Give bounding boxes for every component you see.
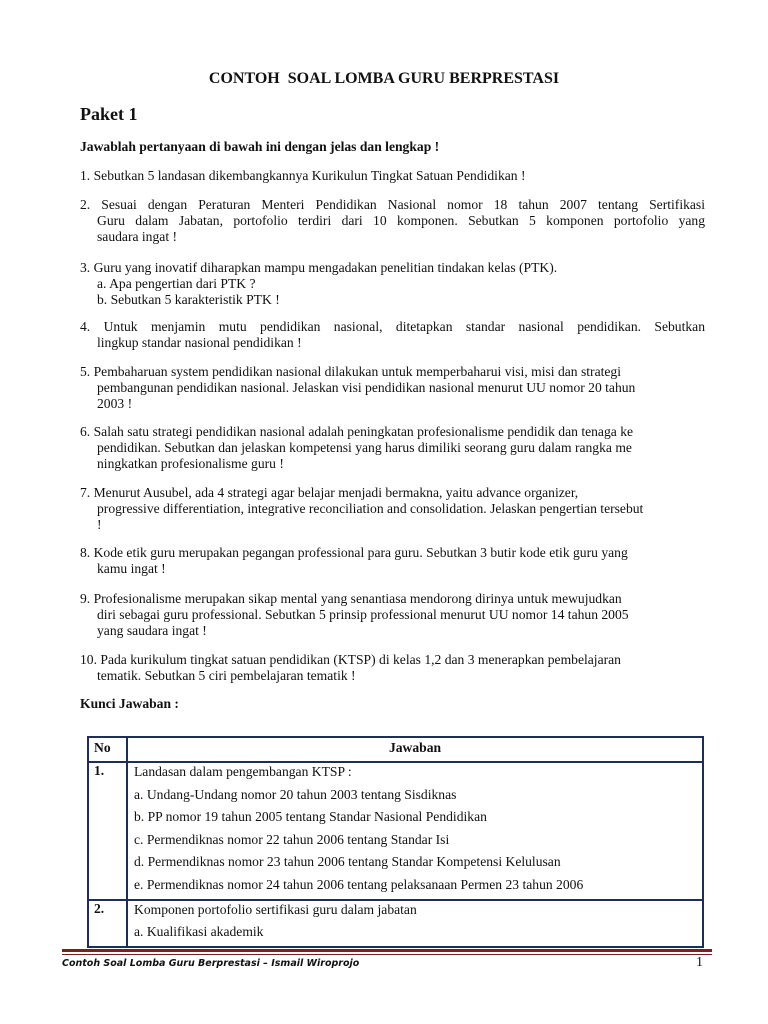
question-item <box>80 319 705 351</box>
answer-line: d. Permendiknas nomor 23 tahun 2006 tentang Standar Kompetensi Kelulusan <box>134 854 561 870</box>
footer-text: Contoh Soal Lomba Guru Berprestasi – Ismail Wiroprojo <box>62 958 360 969</box>
question-line: progressive differentiation, integrative reconciliation and consolidation. Jelaskan pengertian tersebut <box>97 501 644 517</box>
page-number: 1 <box>696 955 703 970</box>
question-line: pembangunan pendidikan nasional. Jelaskan visi pendidikan nasional menurut UU nomor 20 tahun <box>97 380 636 396</box>
question-line: saudara ingat ! <box>97 229 178 245</box>
column-header-no: No <box>88 737 127 762</box>
question-line: 2. Sesuai dengan Peraturan Menteri Pendidikan Nasional nomor 18 tahun 2007 tentang Sertifikasi <box>80 197 705 212</box>
answer-line: a. Undang-Undang nomor 20 tahun 2003 tentang Sisdiknas <box>134 786 457 802</box>
question-line: 9. Profesionalisme merupakan sikap mental yang senantiasa mendorong dirinya untuk mewujudkan <box>80 591 622 606</box>
question-line: 7. Menurut Ausubel, ada 4 strategi agar belajar menjadi bermakna, yaitu advance organizer, <box>80 485 579 500</box>
question-line: diri sebagai guru professional. Sebutkan 5 prinsip professional menurut UU nomor 14 tahun 2005 <box>97 607 629 623</box>
answer-key-heading: Kunci Jawaban : <box>80 696 179 711</box>
question-line: ningkatkan profesionalisme guru ! <box>97 456 284 472</box>
question-line: 5. Pembaharuan system pendidikan nasional dilakukan untuk memperbaharui visi, misi dan strategi <box>80 364 621 379</box>
footer-divider <box>62 949 712 952</box>
answer-line: b. PP nomor 19 tahun 2005 tentang Standar Nasional Pendidikan <box>134 809 487 825</box>
question-item <box>80 652 705 684</box>
answer-line: a. Kualifikasi akademik <box>134 924 264 940</box>
row-number: 2. <box>88 900 127 947</box>
question-line: pendidikan. Sebutkan dan jelaskan kompetensi yang harus dimiliki seorang guru dalam rangka me <box>97 440 632 456</box>
answer-cell <box>127 762 703 900</box>
question-line: a. Apa pengertian dari PTK ? <box>97 276 256 292</box>
question-line: tematik. Sebutkan 5 ciri pembelajaran tematik ! <box>97 668 356 684</box>
question-line: 8. Kode etik guru merupakan pegangan professional para guru. Sebutkan 3 butir kode etik guru yang <box>80 545 628 560</box>
question-item <box>80 485 705 534</box>
question-line: 2003 ! <box>97 396 133 412</box>
question-item <box>80 424 705 473</box>
question-line: yang saudara ingat ! <box>97 623 207 639</box>
answer-line: c. Permendiknas nomor 22 tahun 2006 tentang Standar Isi <box>134 831 450 847</box>
instruction-text: Jawablah pertanyaan di bawah ini dengan jelas dan lengkap ! <box>80 139 440 154</box>
document-title: CONTOH SOAL LOMBA GURU BERPRESTASI <box>208 70 560 87</box>
question-item <box>80 545 705 577</box>
question-line: ! <box>97 517 102 533</box>
question-line: b. Sebutkan 5 karakteristik PTK ! <box>97 292 280 308</box>
package-heading: Paket 1 <box>80 104 138 124</box>
question-item <box>80 591 705 640</box>
question-item <box>80 197 705 246</box>
question-line: 1. Sebutkan 5 landasan dikembangkannya Kurikulun Tingkat Satuan Pendidikan ! <box>80 168 526 183</box>
question-line: kamu ingat ! <box>97 561 166 577</box>
row-number: 1. <box>88 762 127 900</box>
question-line: 3. Guru yang inovatif diharapkan mampu mengadakan penelitian tindakan kelas (PTK). <box>80 260 558 275</box>
table-header-row <box>88 737 703 762</box>
question-item <box>80 364 705 413</box>
footer-divider-thin <box>62 954 712 955</box>
answer-line: e. Permendiknas nomor 24 tahun 2006 tentang pelaksanaan Permen 23 tahun 2006 <box>134 876 584 892</box>
question-line: 6. Salah satu strategi pendidikan nasional adalah peningkatan profesionalisme pendidik dan tenaga ke <box>80 424 634 439</box>
column-header-answer: Jawaban <box>127 737 703 762</box>
answer-line: Komponen portofolio sertifikasi guru dalam jabatan <box>134 901 417 917</box>
question-line: 10. Pada kurikulum tingkat satuan pendidikan (KTSP) di kelas 1,2 dan 3 menerapkan pembelajaran <box>80 652 621 667</box>
answer-cell <box>127 900 703 947</box>
table-row <box>88 900 703 947</box>
question-line: Guru dalam Jabatan, portofolio terdiri dari 10 komponen. Sebutkan 5 komponen portofolio yang <box>97 213 705 229</box>
question-item <box>80 260 705 309</box>
question-line: 4. Untuk menjamin mutu pendidikan nasional, ditetapkan standar nasional pendidikan. Sebutkan <box>80 319 705 334</box>
table-row <box>88 762 703 900</box>
answer-table <box>87 736 704 948</box>
answer-line: Landasan dalam pengembangan KTSP : <box>134 764 352 779</box>
question-item <box>80 168 705 184</box>
question-line: lingkup standar nasional pendidikan ! <box>97 335 302 351</box>
